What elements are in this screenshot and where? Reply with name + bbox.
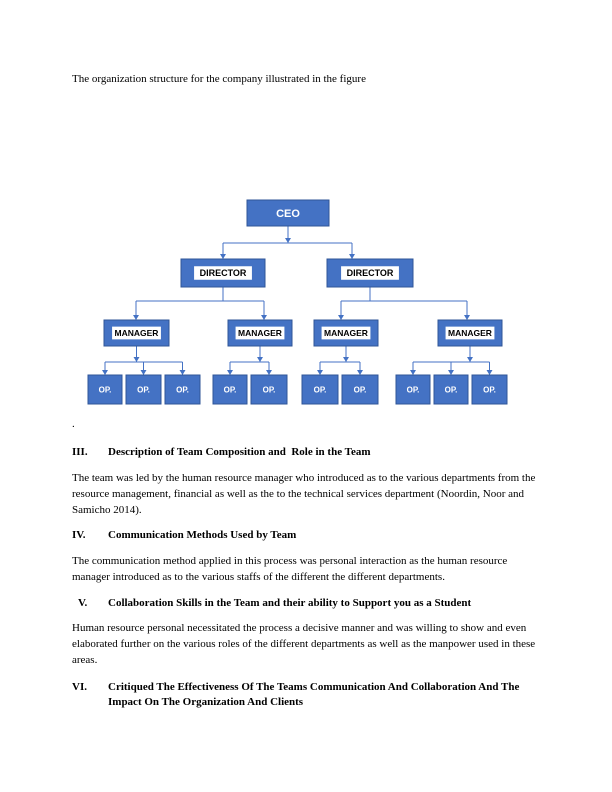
arrowhead-icon bbox=[464, 315, 470, 320]
section-heading-v bbox=[72, 596, 542, 611]
section-heading-vi bbox=[72, 680, 542, 710]
director-box-label: DIRECTOR bbox=[346, 268, 394, 279]
section-number: VI. bbox=[72, 681, 87, 693]
section-body: The communication method applied in this process was personal interaction as the human resource manager introduced as to the various staffs of the different the different departments. bbox=[72, 555, 508, 583]
arrowhead-icon bbox=[487, 370, 493, 375]
operator-box-label: OP. bbox=[313, 385, 327, 395]
operator-box-label: OP. bbox=[483, 385, 496, 395]
manager-box-label: MANAGER bbox=[448, 328, 492, 339]
section-title: Communication Methods Used by Team bbox=[108, 529, 297, 541]
operator-box-label: OP. bbox=[444, 385, 458, 395]
section-heading-iv bbox=[72, 528, 542, 543]
operator-box-label: OP. bbox=[406, 385, 420, 395]
arrowhead-icon bbox=[220, 254, 226, 259]
section-title: Collaboration Skills in the Team and their ability to Support you as a Student bbox=[108, 597, 472, 609]
arrowhead-icon bbox=[448, 370, 454, 375]
section-number: III. bbox=[72, 446, 88, 458]
arrowhead-icon bbox=[266, 370, 272, 375]
arrowhead-icon bbox=[285, 238, 291, 243]
org-chart-boxes bbox=[88, 200, 507, 404]
arrowhead-icon bbox=[410, 370, 416, 375]
section-number: IV. bbox=[72, 529, 86, 541]
arrowhead-icon bbox=[343, 357, 349, 362]
operator-box-label: OP. bbox=[137, 385, 150, 395]
operator-box-label: OP. bbox=[353, 385, 367, 395]
arrowhead-icon bbox=[261, 315, 267, 320]
arrowhead-icon bbox=[349, 254, 355, 259]
section-body: Human resource personal necessitated the process a decisive manner and was willing to show and even elaborated further on the various roles of the different departments as well as the manpower used in these areas. bbox=[72, 622, 536, 666]
operator-box-label: OP. bbox=[223, 385, 237, 395]
manager-box-label: MANAGER bbox=[114, 328, 159, 339]
operator-box-label: OP. bbox=[262, 385, 276, 395]
operator-box-label: OP. bbox=[98, 385, 112, 395]
arrowhead-icon bbox=[317, 370, 323, 375]
org-chart-connectors bbox=[102, 226, 493, 375]
section-heading-iii bbox=[72, 445, 542, 460]
operator-box-label: OP. bbox=[176, 385, 189, 395]
arrowhead-icon bbox=[467, 357, 473, 362]
arrowhead-icon bbox=[141, 370, 147, 375]
arrowhead-icon bbox=[102, 370, 108, 375]
stray-period: . bbox=[72, 418, 75, 430]
intro-text: The organization structure for the company illustrated in the figure bbox=[72, 73, 366, 85]
director-box-label: DIRECTOR bbox=[199, 268, 247, 279]
arrowhead-icon bbox=[257, 357, 263, 362]
arrowhead-icon bbox=[180, 370, 186, 375]
arrowhead-icon bbox=[338, 315, 344, 320]
section-body: The team was led by the human resource manager who introduced as to the various departments from the resource management, financial as well as the to the technical services department (Noordin, Noor and Samicho 2014). bbox=[72, 472, 536, 516]
manager-box-label: MANAGER bbox=[238, 328, 282, 339]
arrowhead-icon bbox=[227, 370, 233, 375]
section-title: Description of Team Composition and Role in the Team bbox=[108, 446, 371, 458]
arrowhead-icon bbox=[134, 357, 140, 362]
arrowhead-icon bbox=[133, 315, 139, 320]
section-number: V. bbox=[78, 597, 88, 609]
ceo-box-label: CEO bbox=[276, 207, 300, 220]
manager-box-label: MANAGER bbox=[324, 328, 368, 339]
section-title: Critiqued The Effectiveness Of The Teams Communication And Collaboration And The Impact On The Organization And Clients bbox=[108, 681, 525, 708]
arrowhead-icon bbox=[357, 370, 363, 375]
